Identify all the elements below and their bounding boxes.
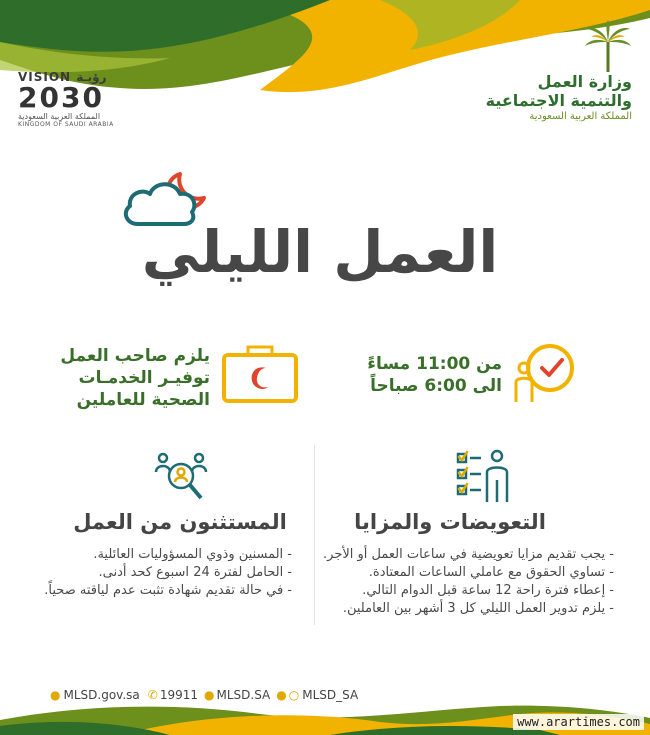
vision-country-arabic: المملكة العربية السعودية — [18, 112, 101, 121]
exempt-list — [30, 546, 292, 600]
compensations-list — [322, 546, 614, 618]
clock-person-icon — [510, 340, 580, 405]
main-title: العمل الليلي — [141, 218, 499, 286]
list-item: - يجب تقديم مزايا تعويضية في ساعات العمل أو الأجر. — [323, 547, 614, 562]
vision-label: VISION رؤيـة — [18, 70, 107, 84]
twitter-icon: ● — [276, 688, 287, 702]
vision-country-english: KINGDOM OF SAUDI ARABIA — [18, 121, 114, 128]
list-item: - الحامل لفترة 24 اسبوع كحد أدنى. — [98, 565, 292, 580]
ministry-line2: والتنمية الاجتماعية — [485, 91, 632, 110]
list-item: - في حالة تقديم شهادة تثبت عدم لياقته صحياً. — [44, 583, 292, 598]
list-item: - المسنين وذوي المسؤوليات العائلية. — [93, 547, 292, 562]
night-hours — [340, 353, 502, 397]
instagram-icon: ○ — [288, 688, 300, 702]
ministry-line1: وزارة العمل — [537, 72, 632, 91]
list-item: - تساوي الحقوق مع عاملي الساعات المعتادة. — [368, 565, 614, 580]
hours-from: من 11:00 مساءً — [367, 354, 502, 374]
compensations-heading: التعويضات والمزايا — [354, 510, 546, 534]
health-line3: الصحية للعاملين — [76, 390, 210, 410]
checklist-person-icon — [455, 448, 515, 504]
health-line2: توفيـر الخدمـات — [78, 368, 210, 388]
palm-tree-logo — [583, 20, 633, 75]
globe-icon: ● — [50, 688, 61, 702]
vision-2030-logo — [18, 70, 128, 128]
search-people-icon — [153, 448, 209, 504]
health-services — [44, 345, 210, 411]
twitter-handle[interactable]: MLSD_SA — [302, 688, 359, 702]
phone-icon: ✆ — [147, 688, 158, 702]
exempt-heading: المستثنون من العمل — [73, 510, 287, 534]
vision-year: 2030 — [18, 81, 104, 114]
list-item: - إعطاء فترة راحة 12 ساعة قبل الدوام التالي. — [362, 583, 614, 598]
ministry-name — [452, 72, 632, 124]
ministry-line3: المملكة العربية السعودية — [529, 111, 632, 122]
first-aid-kit-icon — [220, 343, 300, 405]
snapchat-handle[interactable]: MLSD.SA — [216, 688, 271, 702]
health-line1: يلزم صاحب العمل — [60, 346, 210, 366]
center-divider — [314, 445, 315, 625]
watermark: www.arartimes.com — [513, 714, 644, 730]
phone-number[interactable]: 19911 — [159, 688, 198, 702]
list-item: - يلزم تدوير العمل الليلي كل 3 أشهر بين العاملين. — [342, 601, 614, 616]
website-link[interactable]: MLSD.gov.sa — [63, 688, 140, 702]
hours-to: الى 6:00 صباحاً — [370, 376, 502, 396]
snapchat-icon: ● — [204, 688, 215, 702]
